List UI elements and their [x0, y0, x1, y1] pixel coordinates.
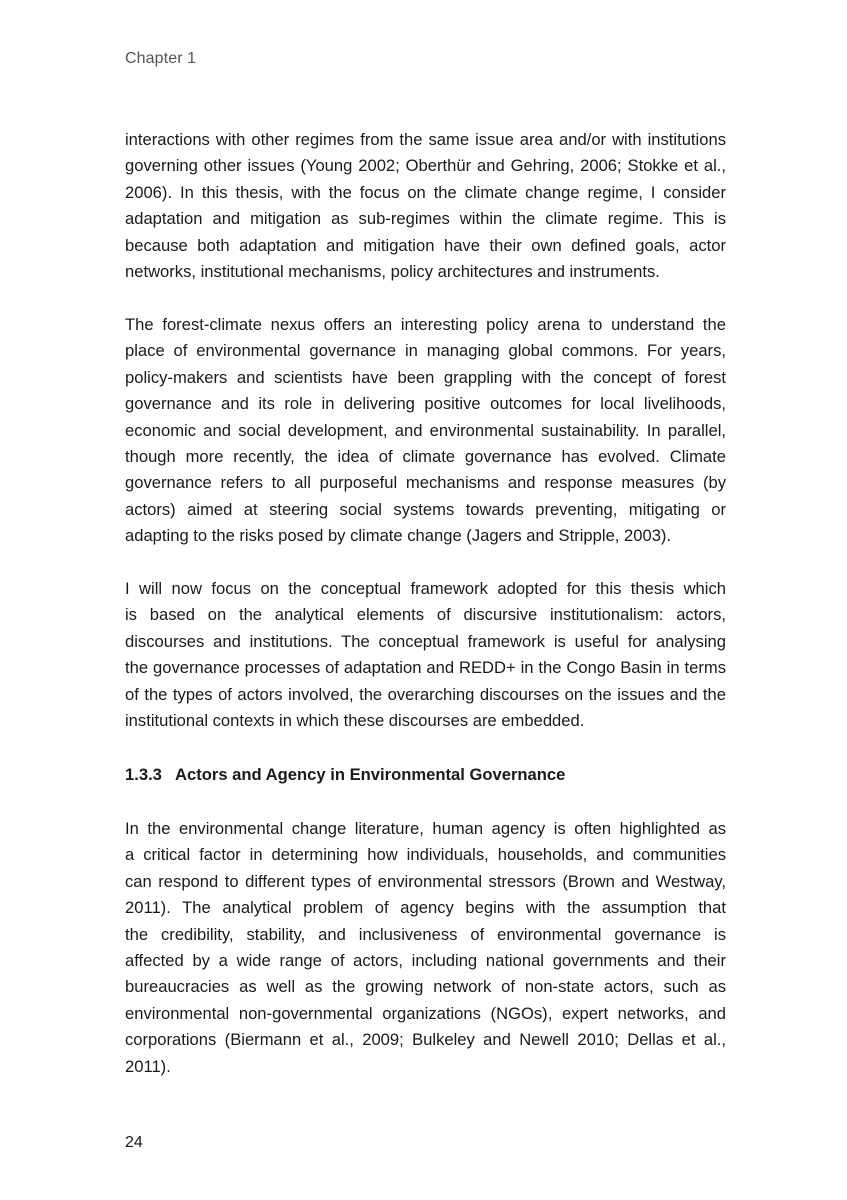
section-title: Actors and Agency in Environmental Governance — [175, 765, 566, 784]
text-line: adapting to the risks posed by climate change (Jagers and Stripple, 2003). — [125, 526, 672, 546]
text-line: bureaucracies as well as the growing network of non-state actors, such as — [125, 977, 726, 997]
text-line: environmental non-governmental organizations (NGOs), expert networks, and — [125, 1003, 726, 1023]
text-line: 2011). — [125, 1056, 171, 1076]
section-number: 1.3.3 — [125, 765, 162, 784]
text-line: institutional contexts in which these discourses are embedded. — [125, 710, 585, 730]
text-line: policy-makers and scientists have been grappling with the concept of forest — [125, 367, 726, 387]
text-line: 2006). In this thesis, with the focus on the climate change regime, I consider — [125, 182, 726, 202]
page-number: 24 — [125, 1134, 143, 1151]
paragraph-regime-interactions — [125, 127, 726, 285]
text-line: can respond to different types of environmental stressors (Brown and Westway, — [125, 871, 726, 891]
text-line: is based on the analytical elements of discursive institutionalism: actors, — [125, 605, 726, 625]
text-line: The forest-climate nexus offers an interesting policy arena to understand the — [125, 315, 726, 334]
text-line: I will now focus on the conceptual framework adopted for this thesis which — [125, 579, 726, 598]
text-line: affected by a wide range of actors, including national governments and their — [125, 950, 726, 970]
text-line: place of environmental governance in managing global commons. For years, — [125, 341, 726, 361]
paragraph-human-agency — [125, 816, 726, 1080]
text-line: governing other issues (Young 2002; Oberthür and Gehring, 2006; Stokke et al., — [125, 156, 726, 176]
text-line: corporations (Biermann et al., 2009; Bulkeley and Newell 2010; Dellas et al., — [125, 1030, 726, 1050]
text-line: a critical factor in determining how individuals, households, and communities — [125, 845, 726, 865]
text-line: actors) aimed at steering social systems towards preventing, mitigating or — [125, 499, 726, 519]
text-line: economic and social development, and environmental sustainability. In parallel, — [125, 420, 726, 440]
text-line: governance and its role in delivering positive outcomes for local livelihoods, — [125, 394, 726, 414]
text-line: networks, institutional mechanisms, policy architectures and instruments. — [125, 261, 660, 281]
section-heading — [125, 762, 565, 788]
paragraph-forest-climate-nexus — [125, 312, 726, 550]
text-line: because both adaptation and mitigation have their own defined goals, actor — [125, 235, 726, 255]
text-line: the governance processes of adaptation and REDD+ in the Congo Basin in terms — [125, 658, 726, 678]
text-line: of the types of actors involved, the overarching discourses on the issues and the — [125, 684, 726, 704]
text-line: 2011). The analytical problem of agency begins with the assumption that — [125, 898, 726, 918]
text-line: governance refers to all purposeful mechanisms and response measures (by — [125, 473, 726, 493]
text-line: In the environmental change literature, human agency is often highlighted as — [125, 819, 726, 838]
running-head: Chapter 1 — [125, 50, 197, 67]
text-line: though more recently, the idea of climate governance has evolved. Climate — [125, 446, 726, 466]
text-line: discourses and institutions. The conceptual framework is useful for analysing — [125, 631, 726, 651]
paragraph-conceptual-framework — [125, 576, 726, 734]
text-line: the credibility, stability, and inclusiveness of environmental governance is — [125, 924, 726, 944]
text-line: interactions with other regimes from the same issue area and/or with institutions — [125, 130, 726, 149]
text-line: adaptation and mitigation as sub-regimes within the climate regime. This is — [125, 209, 726, 229]
